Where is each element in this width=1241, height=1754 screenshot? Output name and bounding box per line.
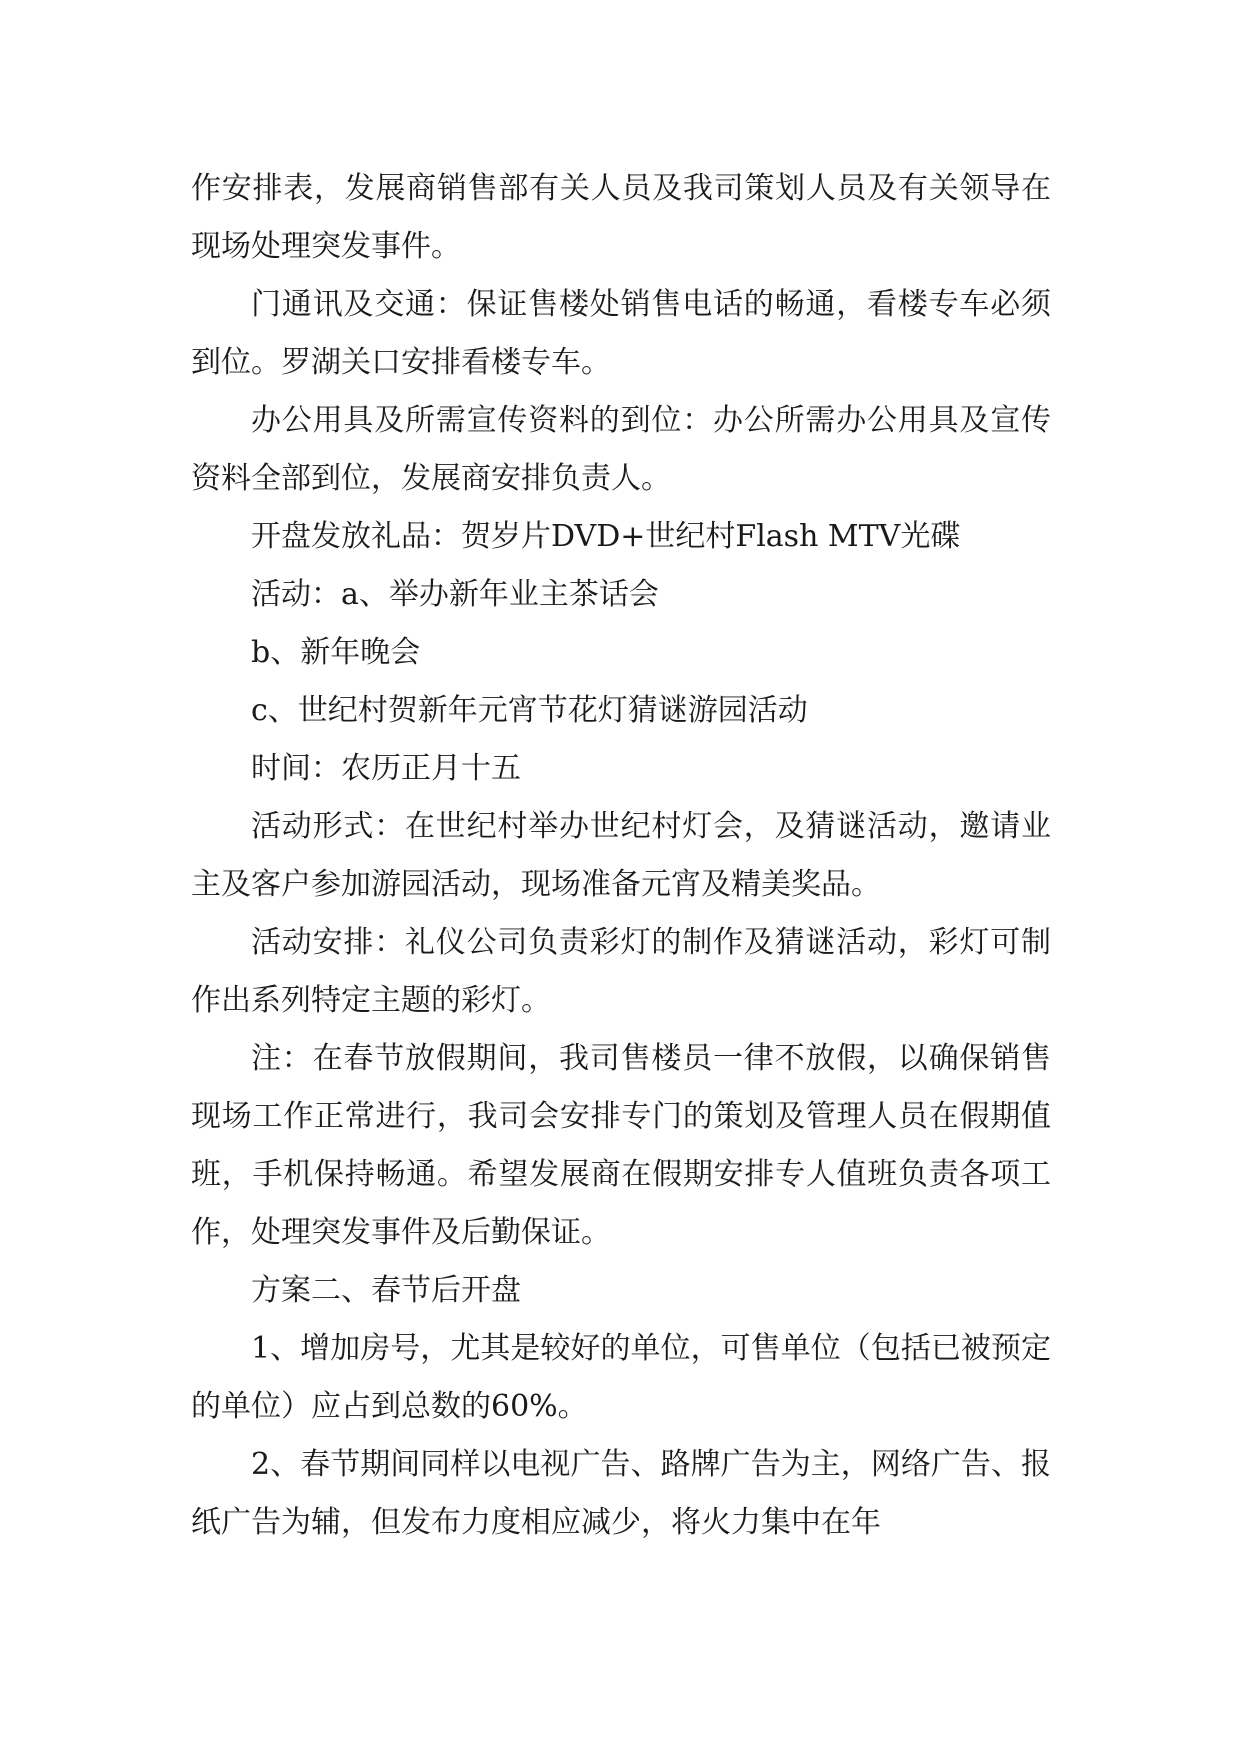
- paragraph-activity-arrangement: 活动安排：礼仪公司负责彩灯的制作及猜谜活动，彩灯可制作出系列特定主题的彩灯。: [191, 925, 1051, 1018]
- paragraph-note: 注：在春节放假期间，我司售楼员一律不放假，以确保销售现场工作正常进行，我司会安排专门的策划及管理人员在假期值班，手机保持畅通。希望发展商在假期安排专人值班负责各项工作，处理突发事件及后勤保证。: [191, 1041, 1051, 1250]
- paragraph-office-supplies: 办公用具及所需宣传资料的到位：办公所需办公用具及宣传资料全部到位，发展商安排负责人。: [191, 403, 1051, 496]
- paragraph-plan-two-item-2: 2、春节期间同样以电视广告、路牌广告为主，网络广告、报纸广告为辅，但发布力度相应减少，将火力集中在年: [191, 1447, 1051, 1540]
- paragraph-activity-c: c、世纪村贺新年元宵节花灯猜谜游园活动: [251, 693, 808, 728]
- paragraph-time: 时间：农历正月十五: [251, 751, 521, 786]
- paragraph-activity-a: 活动：a、举办新年业主茶话会: [251, 577, 659, 612]
- paragraph-communication-transport: 门通讯及交通：保证售楼处销售电话的畅通，看楼专车必须到位。罗湖关口安排看楼专车。: [191, 287, 1051, 380]
- paragraph-plan-two-heading: 方案二、春节后开盘: [251, 1273, 521, 1308]
- document-page: [191, 160, 1051, 1552]
- paragraph-plan-two-item-1: 1、增加房号，尤其是较好的单位，可售单位（包括已被预定的单位）应占到总数的60%。: [191, 1331, 1051, 1424]
- paragraph-opening-gifts: 开盘发放礼品：贺岁片DVD+世纪村Flash MTV光碟: [251, 519, 961, 554]
- paragraph-continuation: 作安排表，发展商销售部有关人员及我司策划人员及有关领导在现场处理突发事件。: [191, 171, 1051, 264]
- paragraph-activity-form: 活动形式：在世纪村举办世纪村灯会，及猜谜活动，邀请业主及客户参加游园活动，现场准备元宵及精美奖品。: [191, 809, 1051, 902]
- paragraph-activity-b: b、新年晚会: [251, 635, 421, 670]
